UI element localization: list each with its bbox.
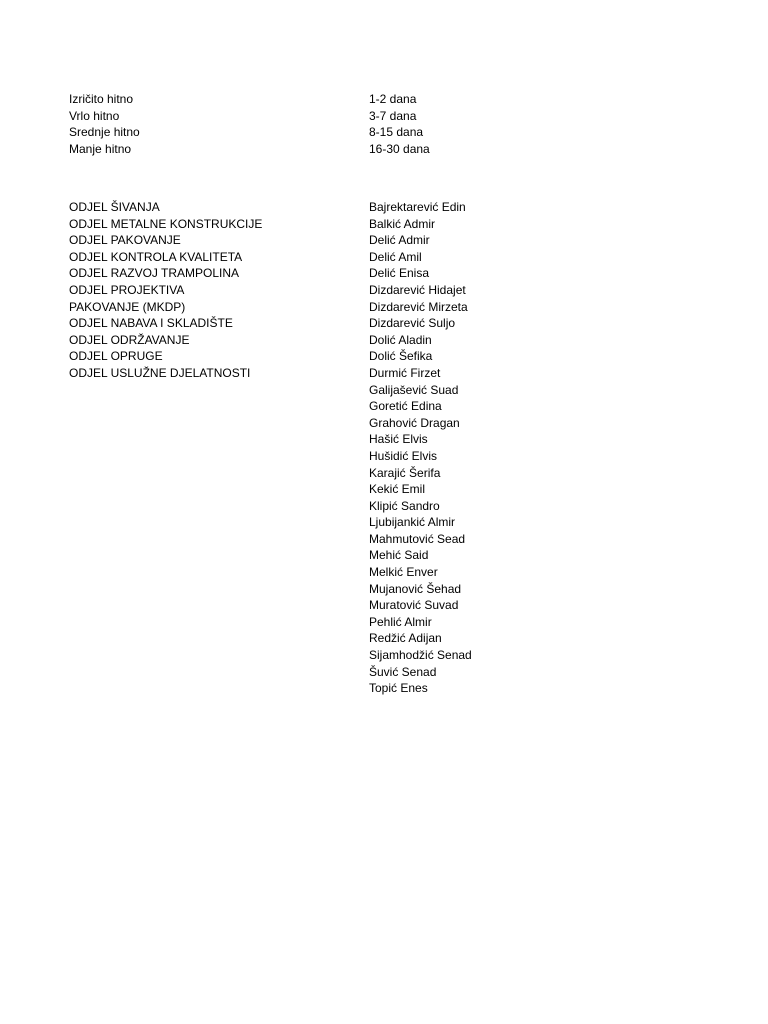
- employee-item: Dizdarević Hidajet: [369, 282, 466, 297]
- urgency-duration: 16-30 dana: [369, 141, 430, 156]
- employee-item: Sijamhodžić Senad: [369, 648, 472, 663]
- employee-item: Mehić Said: [369, 548, 429, 563]
- employee-item: Redžić Adijan: [369, 631, 442, 646]
- employee-list: [369, 199, 472, 697]
- employee-item: Melkić Enver: [369, 565, 438, 580]
- department-item: ODJEL NABAVA I SKLADIŠTE: [69, 316, 233, 331]
- employee-item: Delić Admir: [369, 233, 430, 248]
- urgency-label: Manje hitno: [69, 141, 132, 156]
- employee-item: Karajić Šerifa: [369, 465, 441, 480]
- urgency-duration-list: [369, 91, 430, 157]
- department-item: ODJEL ODRŽAVANJE: [69, 332, 190, 347]
- employee-item: Muratović Suvad: [369, 598, 459, 613]
- department-item: ODJEL PROJEKTIVA: [69, 282, 185, 297]
- department-item: ODJEL USLUŽNE DJELATNOSTI: [69, 365, 251, 380]
- urgency-label: Izričito hitno: [69, 92, 134, 106]
- employee-item: Kekić Emil: [369, 482, 426, 497]
- employee-item: Goretić Edina: [369, 399, 442, 414]
- employee-item: Delić Amil: [369, 249, 422, 264]
- employee-item: Klipić Sandro: [369, 498, 440, 513]
- employee-item: Hušidić Elvis: [369, 448, 438, 463]
- employee-item: Dolić Aladin: [369, 332, 432, 347]
- employee-item: Galijašević Suad: [369, 382, 459, 397]
- employee-item: Pehlić Almir: [369, 614, 432, 629]
- employee-item: Balkić Admir: [369, 216, 436, 231]
- urgency-duration: 3-7 dana: [369, 108, 417, 123]
- urgency-label: Srednje hitno: [69, 125, 140, 140]
- department-item: ODJEL OPRUGE: [69, 349, 163, 364]
- employee-item: Dizdarević Suljo: [369, 316, 456, 331]
- department-item: ODJEL KONTROLA KVALITETA: [69, 249, 243, 264]
- employee-item: Hašić Elvis: [369, 432, 428, 447]
- department-item: PAKOVANJE (MKDP): [69, 299, 186, 314]
- employee-item: Dizdarević Mirzeta: [369, 299, 468, 314]
- employee-item: Grahović Dragan: [369, 415, 460, 430]
- urgency-duration: 8-15 dana: [369, 125, 424, 140]
- department-item: ODJEL METALNE KONSTRUKCIJE: [69, 216, 263, 231]
- department-list: [69, 199, 262, 382]
- employee-item: Dolić Šefika: [369, 349, 433, 364]
- urgency-duration: 1-2 dana: [369, 92, 417, 106]
- department-item: ODJEL PAKOVANJE: [69, 233, 181, 248]
- department-item: ODJEL ŠIVANJA: [69, 200, 160, 214]
- employee-item: Mujanović Šehad: [369, 581, 462, 596]
- employee-item: Bajrektarević Edin: [369, 200, 466, 214]
- employee-item: Šuvić Senad: [369, 664, 437, 679]
- employee-item: Mahmutović Sead: [369, 531, 466, 546]
- urgency-label-list: [69, 91, 140, 157]
- urgency-label: Vrlo hitno: [69, 108, 120, 123]
- employee-item: Delić Enisa: [369, 266, 430, 281]
- employee-item: Topić Enes: [369, 681, 428, 696]
- department-item: ODJEL RAZVOJ TRAMPOLINA: [69, 266, 240, 281]
- employee-item: Durmić Firzet: [369, 365, 441, 380]
- employee-item: Ljubijankić Almir: [369, 515, 456, 530]
